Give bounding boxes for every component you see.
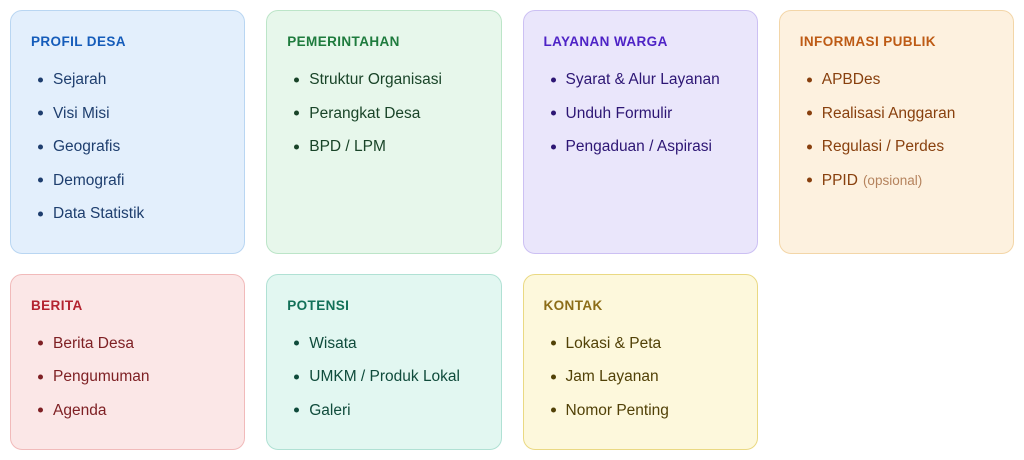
- card-title-berita: BERITA: [31, 297, 83, 313]
- card-title-pemerintahan: PEMERINTAHAN: [287, 34, 400, 49]
- list-item-label: PPID: [821, 171, 858, 189]
- list-item: [287, 327, 480, 361]
- card-informasi-publik: [779, 10, 1014, 254]
- list-item: [287, 63, 480, 97]
- card-list-pemerintahan: [287, 63, 480, 164]
- list-item-label: Data Statistik: [53, 205, 145, 222]
- card-list-profil-desa: [31, 63, 224, 231]
- list-item-label: Pengumuman: [53, 368, 150, 385]
- card-pemerintahan: [266, 10, 501, 254]
- list-item: [287, 394, 480, 428]
- list-item-label: UMKM / Produk Lokal: [309, 368, 460, 385]
- list-item-label: Agenda: [53, 401, 107, 419]
- list-item: [31, 63, 224, 97]
- list-item-label: Geografis: [53, 138, 121, 155]
- card-potensi: [266, 274, 501, 451]
- list-item-label: Wisata: [309, 334, 357, 352]
- list-item-label: BPD / LPM: [309, 138, 386, 155]
- list-item: [544, 327, 737, 361]
- list-item: [287, 360, 480, 394]
- list-item-label: Demografi: [53, 171, 125, 189]
- list-item-label: Visi Misi: [53, 104, 110, 122]
- card-profil-desa: [10, 10, 245, 254]
- list-item: [800, 97, 993, 131]
- list-item-suffix: (opsional): [862, 172, 923, 188]
- list-item: [287, 130, 480, 164]
- list-item: [31, 327, 224, 361]
- list-item-label: Regulasi / Perdes: [821, 138, 945, 155]
- list-item-label: Nomor Penting: [565, 401, 669, 419]
- card-title-kontak: KONTAK: [543, 297, 603, 313]
- list-item: [31, 97, 224, 131]
- list-item-label: APBDes: [821, 71, 881, 88]
- card-title-layanan-warga: LAYANAN WARGA: [543, 34, 668, 49]
- list-item: [544, 130, 737, 164]
- list-item: [287, 97, 480, 131]
- card-list-potensi: [287, 327, 480, 428]
- card-layanan-warga: [523, 10, 758, 254]
- card-title-potensi: POTENSI: [287, 297, 350, 313]
- list-item-label: Realisasi Anggaran: [821, 104, 956, 122]
- list-item-label: Jam Layanan: [565, 368, 659, 385]
- list-item: [544, 394, 737, 428]
- list-item: [800, 63, 993, 97]
- list-item-label: Galeri: [309, 401, 351, 419]
- card-list-layanan-warga: [544, 63, 737, 164]
- card-list-kontak: [544, 327, 737, 428]
- card-title-profil-desa: PROFIL DESA: [31, 34, 126, 49]
- list-item: [800, 164, 993, 198]
- list-item: [31, 360, 224, 394]
- list-item-label: Unduh Formulir: [565, 104, 673, 122]
- list-item: [544, 360, 737, 394]
- list-item-label: Perangkat Desa: [309, 104, 421, 122]
- list-item-label: Sejarah: [53, 71, 107, 88]
- card-list-informasi-publik: [800, 63, 993, 197]
- list-item-label: Syarat & Alur Layanan: [565, 71, 720, 88]
- list-item-label: Berita Desa: [53, 334, 134, 352]
- card-title-informasi-publik: INFORMASI PUBLIK: [799, 34, 936, 49]
- card-kontak: [523, 274, 758, 451]
- list-item: [544, 97, 737, 131]
- list-item: [800, 130, 993, 164]
- list-item: [31, 130, 224, 164]
- list-item-label: Lokasi & Peta: [565, 334, 662, 352]
- list-item: [544, 63, 737, 97]
- list-item-label: Struktur Organisasi: [309, 71, 442, 88]
- card-berita: [10, 274, 245, 451]
- card-list-berita: [31, 327, 224, 428]
- list-item: [31, 394, 224, 428]
- list-item: [31, 164, 224, 198]
- list-item: [31, 197, 224, 231]
- list-item-label: Pengaduan / Aspirasi: [565, 138, 712, 155]
